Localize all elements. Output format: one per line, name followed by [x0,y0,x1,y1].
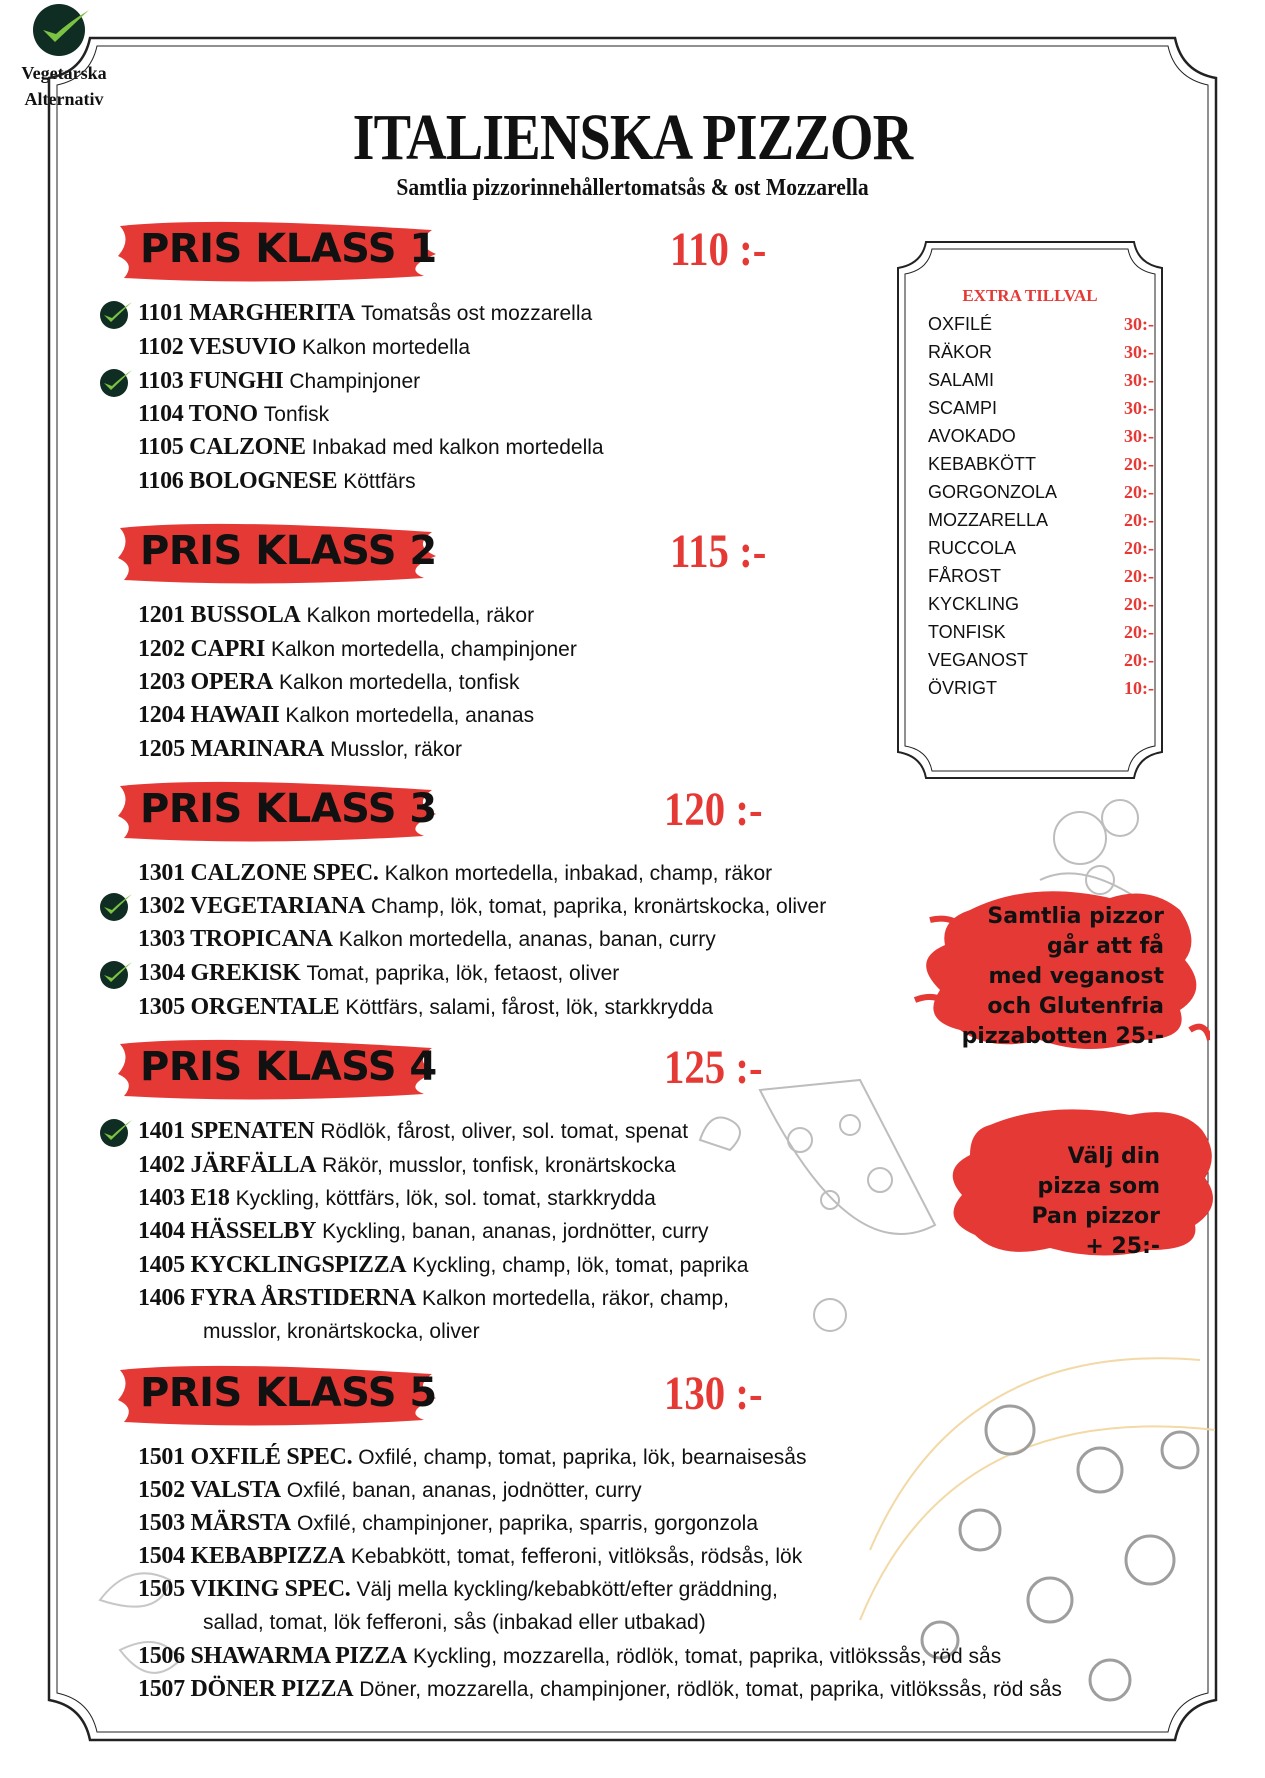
item-desc-continued: sallad, tomat, lök fefferoni, sås (inbakad eller utbakad) [203,1611,706,1634]
item-name: 1103 FUNGHI [138,368,284,394]
item-name: 1204 HAWAII [138,702,280,728]
item-desc: Oxfilé, champinjoner, paprika, sparris, gorgonzola [296,1512,759,1535]
item-desc: Kyckling, köttfärs, lök, sol. tomat, starkkrydda [235,1187,656,1210]
menu-item [138,602,534,629]
item-desc: Oxfilé, banan, ananas, jodnötter, curry [286,1479,642,1502]
menu-item [138,893,826,920]
menu-item [138,1252,749,1279]
extra-name: OXFILÉ [928,314,993,334]
extra-name: ÖVRIGT [928,678,998,698]
item-name: 1502 VALSTA [138,1477,281,1503]
promo-line: pizzabotten 25:- [961,1024,1164,1049]
extra-row [928,370,1154,391]
extra-row [928,398,1154,419]
menu-item [138,1444,806,1471]
extra-price: 20:- [1124,482,1154,502]
extra-name: MOZZARELLA [928,510,1049,530]
extra-name: SCAMPI [928,398,998,418]
extra-price: 20:- [1124,650,1154,670]
item-desc: Kalkon mortedella, räkor, champ, [422,1287,730,1310]
extra-name: GORGONZOLA [928,482,1058,502]
veg-check-icon [96,298,136,330]
extra-row [928,594,1154,615]
menu-item [138,860,772,887]
class-1-title: PRIS KLASS 1 [140,226,437,272]
promo-line: Välj din [1067,1144,1160,1169]
item-name: 1205 MARINARA [138,736,325,762]
menu-item [138,300,592,327]
extra-row [928,566,1154,587]
extra-price: 20:- [1124,538,1154,558]
menu-item [138,1643,1001,1670]
extras-title: EXTRA TILLVAL [962,286,1098,305]
extra-name: TONFISK [928,622,1006,642]
extra-price: 30:- [1124,398,1154,418]
class-5-title: PRIS KLASS 5 [140,1370,437,1416]
item-desc: Välj mella kyckling/kebabkött/efter gräddning, [356,1578,778,1601]
item-desc: Kalkon mortedella [302,336,471,359]
class-5-price: 130 :- [664,1367,763,1420]
item-name: 1202 CAPRI [138,636,265,662]
item-name: 1101 MARGHERITA [138,300,356,326]
item-name: 1404 HÄSSELBY [138,1218,317,1244]
extra-row [928,538,1154,559]
item-desc: Musslor, räkor [330,738,462,761]
menu-item [138,1152,676,1179]
item-desc-continued: musslor, kronärtskocka, oliver [203,1320,480,1343]
item-name: 1403 E18 [138,1185,230,1211]
menu-item [138,994,713,1021]
class-3-title: PRIS KLASS 3 [140,786,437,832]
extra-name: KYCKLING [928,594,1020,614]
menu-item [138,1477,642,1504]
veg-check-icon [96,1116,136,1148]
item-desc: Champinjoner [289,370,421,393]
menu-item [138,702,534,729]
menu-item [138,1285,729,1312]
menu-item [138,1676,1062,1703]
item-name: 1506 SHAWARMA PIZZA [138,1643,407,1669]
item-name: 1405 KYCKLINGSPIZZA [138,1252,407,1278]
item-desc: Kyckling, banan, ananas, jordnötter, curry [322,1220,709,1243]
item-name: 1504 KEBABPIZZA [138,1543,345,1569]
item-name: 1106 BOLOGNESE [138,468,338,494]
extra-row [928,426,1154,447]
veg-check-icon [96,366,136,398]
item-desc: Köttfärs [343,470,416,493]
extra-price: 30:- [1124,314,1154,334]
extra-name: RÄKOR [928,342,993,362]
extra-row [928,314,1154,335]
extra-price: 30:- [1124,426,1154,446]
class-4-price: 125 :- [664,1041,763,1094]
promo-line: + 25:- [1085,1234,1160,1259]
item-desc: Tonfisk [263,403,330,426]
item-name: 1402 JÄRFÄLLA [138,1152,317,1178]
extra-name: FÅROST [928,566,1002,586]
class-2-price: 115 :- [670,525,767,578]
promo-pan-text [960,1142,1160,1262]
veg-legend-line-2: Alternativ [24,89,104,109]
extra-price: 20:- [1124,454,1154,474]
item-desc: Räkör, musslor, tonfisk, kronärtskocka [322,1154,676,1177]
extra-price: 20:- [1124,566,1154,586]
item-name: 1301 CALZONE SPEC. [138,860,379,886]
veg-check-icon [96,890,136,922]
class-2-title: PRIS KLASS 2 [140,528,437,574]
item-name: 1505 VIKING SPEC. [138,1576,351,1602]
item-name: 1507 DÖNER PIZZA [138,1676,354,1702]
item-name: 1406 FYRA ÅRSTIDERNA [138,1285,417,1311]
extra-row [928,622,1154,643]
menu-item [138,1576,778,1603]
item-name: 1302 VEGETARIANA [138,893,366,919]
menu-item [138,1118,688,1145]
menu-item [138,368,420,395]
item-desc: Kalkon mortedella, ananas [285,704,535,727]
extra-price: 20:- [1124,594,1154,614]
item-desc: Inbakad med kalkon mortedella [311,436,604,459]
item-desc: Rödlök, fårost, oliver, sol. tomat, spenat [320,1120,689,1143]
item-desc: Champ, lök, tomat, paprika, kronärtskocka, oliver [371,895,827,918]
item-name: 1501 OXFILÉ SPEC. [138,1444,353,1470]
extra-row [928,342,1154,363]
promo-line: och Glutenfria [987,994,1164,1019]
extra-name: SALAMI [928,370,995,390]
menu-item [138,669,519,696]
extra-price: 20:- [1124,622,1154,642]
menu-item [138,1510,758,1537]
extra-row [928,678,1154,699]
page-subtitle: Samtlia pizzorinnehållertomatsås & ost Mozzarella [396,175,869,201]
extra-row [928,482,1154,503]
menu-item [138,736,462,763]
item-desc: Döner, mozzarella, champinjoner, rödlök, tomat, paprika, vitlökssås, röd sås [359,1678,1062,1701]
item-desc: Kalkon mortedella, ananas, banan, curry [338,928,716,951]
item-desc: Kalkon mortedella, räkor [306,604,535,627]
promo-vegan-text [900,902,1164,1052]
class-3-price: 120 :- [664,783,763,836]
item-name: 1104 TONO [138,401,258,427]
extra-name: AVOKADO [928,426,1016,446]
menu-item [138,434,604,461]
class-1-price: 110 :- [670,223,767,276]
menu-item [138,1543,802,1570]
extra-price: 10:- [1124,678,1154,698]
item-name: 1105 CALZONE [138,434,306,460]
item-name: 1203 OPERA [138,669,274,695]
item-name: 1201 BUSSOLA [138,602,301,628]
page-title: ITALIENSKA PIZZOR [352,101,913,174]
promo-line: går att få [1046,934,1164,959]
promo-line: Pan pizzor [1031,1204,1160,1229]
menu-item [138,401,329,428]
extra-price: 30:- [1124,370,1154,390]
menu-item [138,960,619,987]
item-desc: Kalkon mortedella, champinjoner [271,638,577,661]
item-desc: Kalkon mortedella, inbakad, champ, räkor [384,862,773,885]
item-name: 1503 MÄRSTA [138,1510,291,1536]
item-name: 1102 VESUVIO [138,334,297,360]
item-name: 1303 TROPICANA [138,926,333,952]
menu-item [138,468,416,495]
extra-name: VEGANOST [928,650,1029,670]
veg-check-icon [96,958,136,990]
item-desc: Köttfärs, salami, fårost, lök, starkkrydda [345,996,714,1019]
menu-item [138,334,470,361]
item-desc: Tomat, paprika, lök, fetaost, oliver [306,962,620,985]
promo-line: med veganost [988,964,1164,989]
promo-line: Samtlia pizzor [987,904,1164,929]
menu-item [138,1185,656,1212]
item-desc: Kalkon mortedella, tonfisk [279,671,520,694]
class-4-title: PRIS KLASS 4 [140,1044,437,1090]
veg-legend-line-1: Vegetarska [21,63,107,83]
item-name: 1305 ORGENTALE [138,994,340,1020]
extra-row [928,650,1154,671]
extra-row [928,454,1154,475]
menu-item [138,926,716,953]
promo-line: pizza som [1037,1174,1160,1199]
menu-item [138,636,577,663]
item-desc: Kyckling, mozzarella, rödlök, tomat, paprika, vitlökssås, röd sås [413,1645,1002,1668]
menu-item [138,1218,709,1245]
item-desc: Kebabkött, tomat, fefferoni, vitlöksås, rödsås, lök [350,1545,803,1568]
extra-price: 30:- [1124,342,1154,362]
item-name: 1304 GREKISK [138,960,301,986]
item-desc: Tomatsås ost mozzarella [361,302,593,325]
extra-row [928,510,1154,531]
item-desc: Kyckling, champ, lök, tomat, paprika [412,1254,749,1277]
item-name: 1401 SPENATEN [138,1118,315,1144]
extra-name: RUCCOLA [928,538,1017,558]
extra-name: KEBABKÖTT [928,454,1037,474]
item-desc: Oxfilé, champ, tomat, paprika, lök, bearnaisesås [358,1446,807,1469]
extra-price: 20:- [1124,510,1154,530]
